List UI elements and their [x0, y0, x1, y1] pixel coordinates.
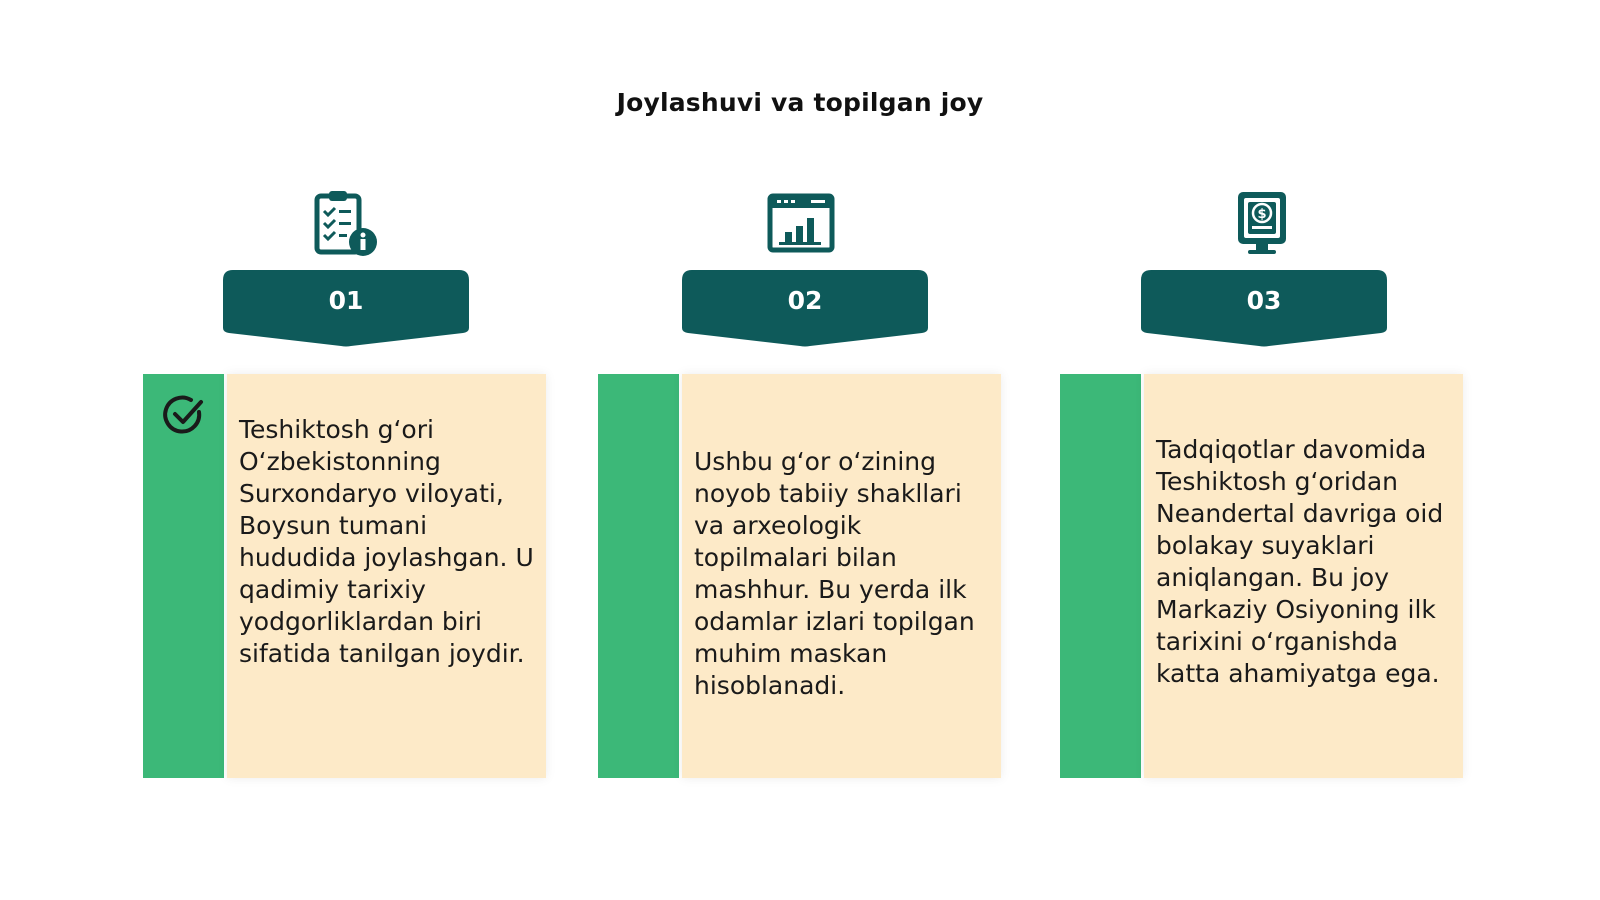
- bar-chart-window-icon: [765, 188, 837, 260]
- step-card-02: [598, 374, 1001, 778]
- card-accent-bar: [598, 374, 679, 778]
- step-number: 02: [787, 286, 823, 315]
- check-circle-icon: [161, 392, 207, 438]
- step-card-01: [143, 374, 546, 778]
- card-body: [682, 374, 1001, 778]
- page-title: Joylashuvi va topilgan joy: [616, 88, 984, 117]
- clipboard-info-icon: [309, 188, 381, 260]
- step-number: 03: [1246, 286, 1282, 315]
- step-number: 01: [328, 286, 364, 315]
- card-text: Ushbu g‘or o‘zining noyob tabiiy shakllari va arxeologik topilmalari bilan mashhur. Bu yerda ilk odamlar izlari topilgan muhim maskan hisoblanadi.: [694, 447, 975, 700]
- card-body: [227, 374, 546, 778]
- step-badge-03: [1141, 270, 1387, 350]
- step-badge-02: [682, 270, 928, 350]
- card-accent-bar: [143, 374, 224, 778]
- card-accent-bar: [1060, 374, 1141, 778]
- step-card-03: [1060, 374, 1463, 778]
- card-text: Tadqiqotlar davomida Teshiktosh g‘oridan Neandertal davriga oid bolakay suyaklari aniqlangan. Bu joy Markaziy Osiyoning ilk tarixini o‘rganishda katta ahamiyatga ega.: [1156, 435, 1444, 688]
- dollar-monitor-icon: [1226, 188, 1298, 260]
- step-badge-01: [223, 270, 469, 350]
- card-text: Teshiktosh g‘ori O‘zbekistonning Surxondaryo viloyati, Boysun tumani hududida joylashgan. U qadimiy tarixiy yodgorliklardan biri sifatida tanilgan joydir.: [239, 415, 534, 668]
- card-body: [1144, 374, 1463, 778]
- svg-text:$: $: [1257, 207, 1267, 222]
